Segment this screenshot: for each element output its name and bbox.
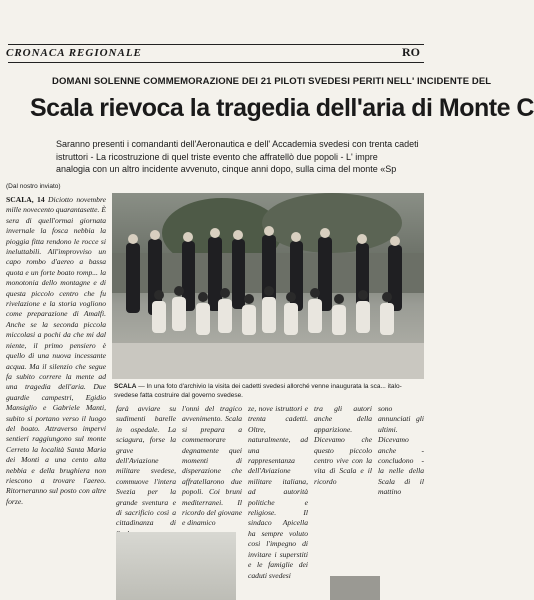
subhead-line: istruttori - La ricostruzione di quel triste evento che affratellò due popoli - L' impre	[56, 151, 378, 162]
article-column-4: ze, nove istruttori e trenta cadetti. Oltre, naturalmente, ad una rappresentanza dell'Aviazione militare italiana, ad autorità politiche e religiose. Il sindaco Apicella ha sempre voluto cosi l'impegno di invitare i superstiti e le famiglie dei caduti svedesi	[248, 404, 308, 580]
archive-photo	[112, 193, 424, 379]
article-column-5: tra gli autori anche della apparizione. Dicevamo che questo piccolo centro vive con la vita di Scala e il ricordo	[314, 404, 372, 486]
article-column-1	[6, 195, 106, 595]
subhead	[56, 138, 424, 176]
byline: (Dal nostro inviato)	[6, 183, 61, 190]
dateline: SCALA, 14	[6, 195, 45, 204]
section-label: CRONACA REGIONALE	[6, 47, 142, 59]
inset-photo-small	[330, 576, 380, 600]
article-column-3: l'onni del tragico avvenimento. Scala si prepara a commemorare degnamente quei momenti di disperazione che affratellarono due popoli. Coi bruni mediterranei. Il ricordo del giovane e dinamico	[182, 404, 242, 528]
kicker: DOMANI SOLENNE COMMEMORAZIONE DEI 21 PILOTI SVEDESI PERITI NELL' INCIDENTE DEL	[52, 76, 492, 87]
subhead-line: analogia con un altro incidente avvenuto, cinque anni dopo, sulla cima del monte «Sp	[56, 164, 397, 174]
top-rule	[8, 44, 424, 45]
subhead-line: Saranno presenti i comandanti dell'Aeronautica e dell' Accademia svedesi con trenta cadeti	[56, 139, 419, 149]
section-label-right: RO	[402, 45, 420, 59]
headline: Scala rievoca la tragedia dell'aria di Monte C	[30, 94, 534, 122]
section-rule	[8, 62, 424, 63]
article-column-6: sono annunciati gli ultimi. Dicevamo anche - concludono - la nelle della Scala di il mattino	[378, 404, 424, 497]
caption-label: SCALA	[114, 383, 137, 390]
caption-text: — In una foto d'archivio la visita dei cadetti svedesi allorché venne inaugurata la sca... italo-svedese fatta costruire dal governo svedese.	[114, 383, 402, 399]
inset-photo	[116, 532, 236, 600]
column-text: Diciotto novembre mille novecento quarantasette. È sera di quell'ormai giornata invernale la fosca nebbia la pioggia fitta rendono le rocce si ineluttabili. All'improvviso un capo rombo d'aereo a bassa quota e un forte boato romp... la monotonia dello montagne e di questa piccolo centro che fu rivelazione e la storia vogliono come preparazione di Amalfi. Anche se la seconda piccola miccolasi a pochi da che mi dal niente, il primo pensiero è quello di una nuova incessante acqua. Ma il silenzio che segue fa subito correre la mente ad una tragedia dell'aria. Due guardie campestri, Egidio Mansiglio e Gabriele Manti, subito si portano verso il luogo del boato. Attraverso impervi sentieri raggiungono sul monte Cerreto la località Santa Maria dei Monti a una cento alta nebbia e della brughiera non riescono a trovare l'aereo. Ritorneranno sul posto con altre forze.	[6, 195, 106, 506]
photo-crowd-illustration	[112, 193, 424, 379]
article-column-2: farà avviare su sudimenti barelle in ospedale. La sciagura, forse la grave dell'Aviazione militare svedese, commuove l'intera Svezia per la grande sventura e di sacrificio così a cittadinanza di	[116, 404, 176, 528]
photo-caption	[114, 382, 422, 400]
